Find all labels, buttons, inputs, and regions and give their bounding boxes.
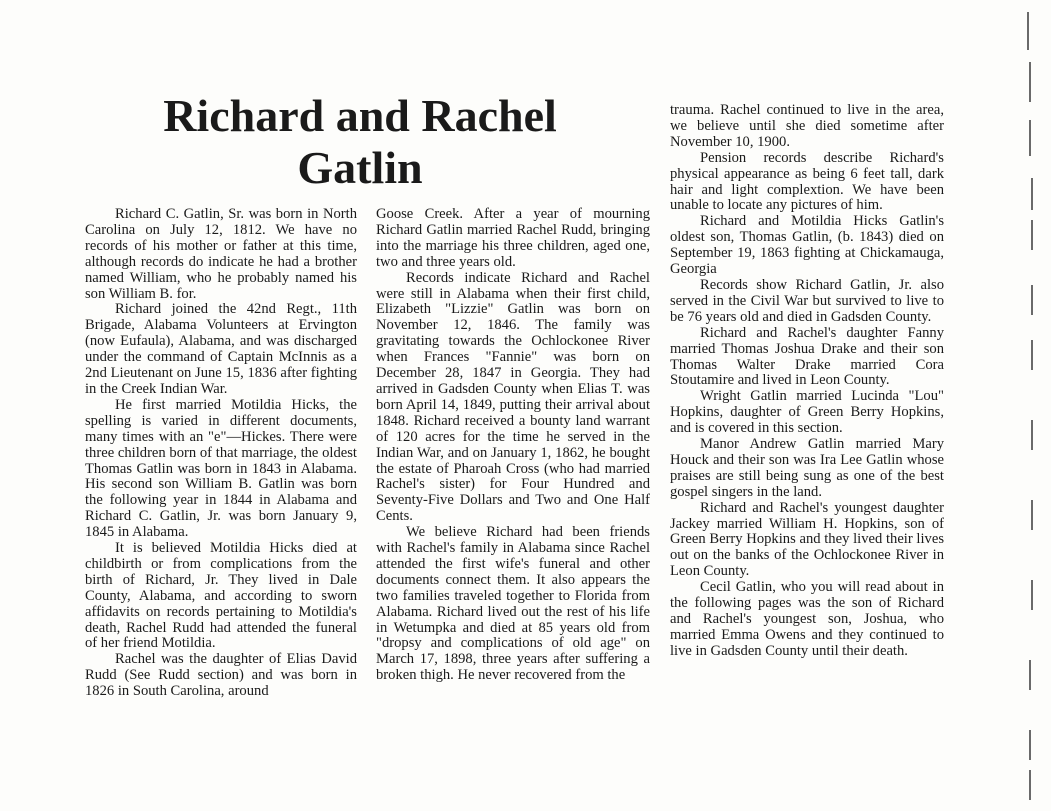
paragraph: Richard C. Gatlin, Sr. was born in North Carolina on July 12, 1812. We have no records of his mother or father at this time, although records do indicate he had a brother named William, who he probably named his son William B. for. (85, 206, 357, 302)
page-edge-binding (1017, 0, 1051, 811)
page-title: Richard and Rachel Gatlin (163, 90, 557, 193)
paragraph: Richard and Motildia Hicks Gatlin's oldest son, Thomas Gatlin, (b. 1843) died on September 19, 1863 fighting at Chickamauga, Georgia (670, 213, 944, 278)
paragraph: Richard joined the 42nd Regt., 11th Brigade, Alabama Volunteers at Ervington (now Eufaula), Alabama, and was discharged under the command of Captain McInnis as a 2nd Lieutenant on June 15, 1836 after fighting in the Creek Indian War. (85, 301, 357, 397)
paragraph: Richard and Rachel's daughter Fanny married Thomas Joshua Drake and their son Thomas Walter Drake married Cora Stoutamire and lived in Leon County. (670, 324, 944, 389)
paragraph: He first married Motildia Hicks, the spelling is varied in different documents, many times with an "e"—Hickes. There were three children born of that marriage, the oldest Thomas Gatlin was born in 1843 in Alabama. His second son William B. Gatlin was born the following year in 1844 in Alabama and Richard C. Gatlin, Jr. was born January 9, 1845 in Alabama. (85, 396, 357, 541)
article-column-3 (670, 103, 944, 660)
paragraph: It is believed Motildia Hicks died at childbirth or from complications from the birth of Richard, Jr. They lived in Dale County, Alabama, and according to sworn affidavits on records pertaining to Motildia's death, Rachel Rudd had attended the funeral of her friend Motildia. (85, 540, 357, 652)
article-column-2 (376, 207, 650, 684)
article-column-1 (85, 207, 357, 700)
paragraph: Rachel was the daughter of Elias David Rudd (See Rudd section) and was born in 1826 in South Carolina, around (85, 651, 357, 700)
paragraph: We believe Richard had been friends with Rachel's family in Alabama since Rachel attended the first wife's funeral and other documents connect them. It also appears the two families traveled together to Florida from Alabama. Richard lived out the rest of his life in Wetumpka and died at 85 years old from "dropsy and complications of old age" on March 17, 1898, three years after suffering a broken thigh. He never recovered from the (376, 524, 650, 684)
paragraph: Pension records describe Richard's physical appearance as being 6 feet tall, dark hair and light complextion. We have been unable to locate any pictures of him. (670, 149, 944, 214)
paragraph: trauma. Rachel continued to live in the area, we believe until she died sometime after November 10, 1900. (670, 102, 944, 150)
paragraph: Cecil Gatlin, who you will read about in the following pages was the son of Richard and Rachel's youngest son, Joshua, who married Emma Owens and they continued to live in Gadsden County until their death. (670, 579, 944, 659)
paragraph: Records indicate Richard and Rachel were still in Alabama when their first child, Elizabeth "Lizzie" Gatlin was born on November 12, 1846. The family was gravitating towards the Ochlockonee River when Frances "Fannie" was born on December 28, 1847 in Georgia. They had arrived in Gadsden County when Elias T. was born April 14, 1849, putting their arrival about 1848. Richard received a bounty land warrant of 120 acres for the time he served in the Indian War, and on January 1, 1862, he bought the estate of Pharoah Cross (who had married Rachel's sister) for Four Hundred and Seventy-Five Dollars and Two and One Half Cents. (376, 269, 650, 525)
paragraph: Goose Creek. After a year of mourning Richard Gatlin married Rachel Rudd, bringing into the marriage his three children, aged one, two and three years old. (376, 206, 650, 270)
paragraph: Richard and Rachel's youngest daughter Jackey married William H. Hopkins, son of Green Berry Hopkins and they lived their lives out on the banks of the Ochlockonee River in Leon County. (670, 499, 944, 580)
paragraph: Records show Richard Gatlin, Jr. also served in the Civil War but survived to live to be 76 years old and died in Gadsden County. (670, 276, 944, 325)
paragraph: Wright Gatlin married Lucinda "Lou" Hopkins, daughter of Green Berry Hopkins, and is covered in this section. (670, 388, 944, 437)
paragraph: Manor Andrew Gatlin married Mary Houck and their son was Ira Lee Gatlin whose praises are still being sung as one of the best gospel singers in the land. (670, 436, 944, 500)
